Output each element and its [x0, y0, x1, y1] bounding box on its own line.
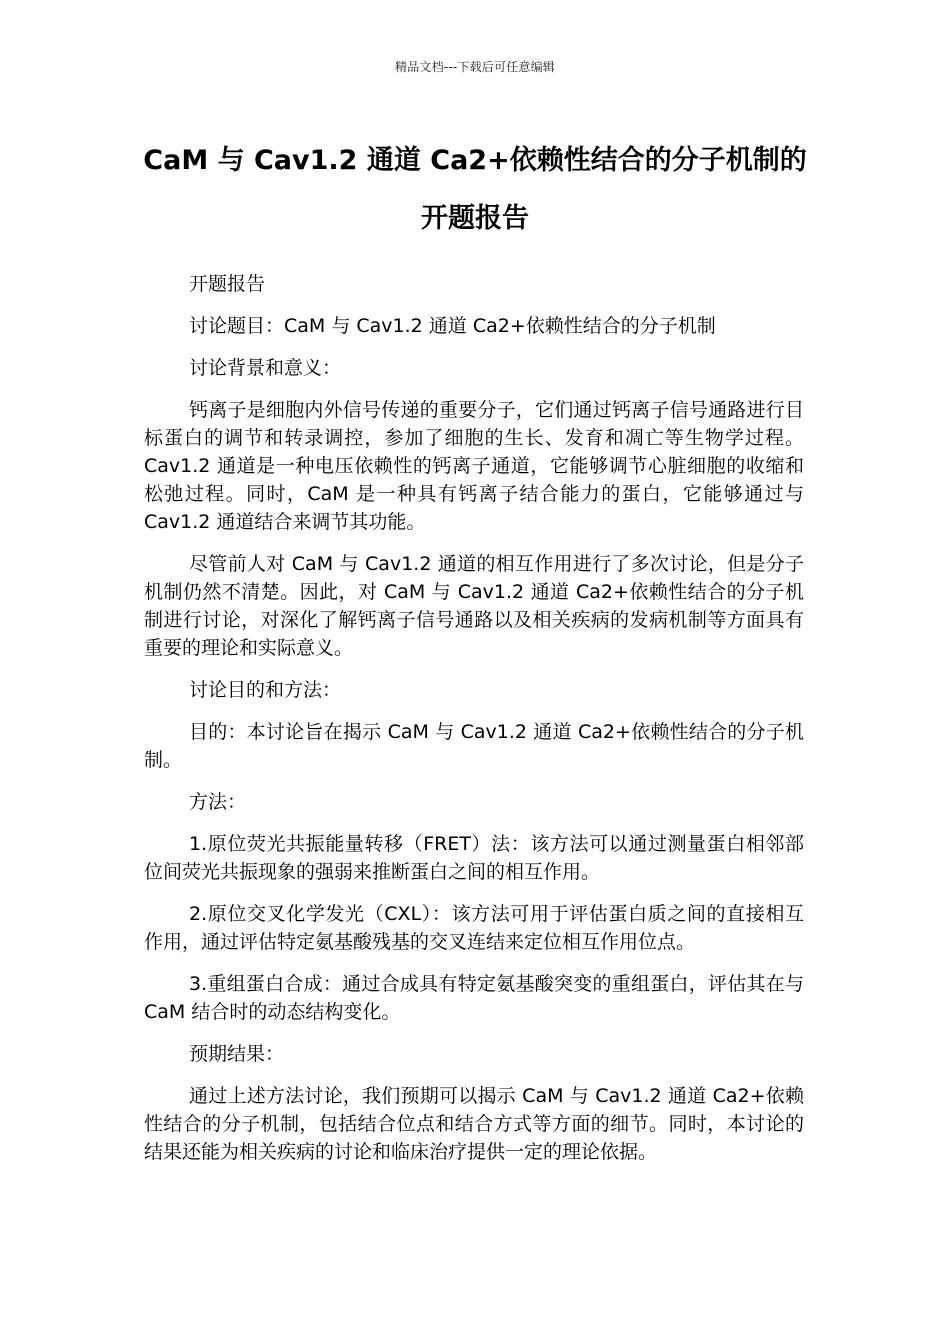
title-line-2: 开题报告 — [421, 203, 529, 234]
heading-purpose-methods: 讨论目的和方法： — [189, 679, 342, 701]
paragraph-section-label: 开题报告 — [189, 273, 266, 295]
document-title — [120, 132, 830, 248]
title-line-1: CaM 与 Cav1.2 通道 Ca2+依赖性结合的分子机制的 — [143, 145, 807, 176]
paragraph-method-2: 2.原位交叉化学发光（CXL）：该方法可用于评估蛋白质之间的直接相互作用，通过评估特定氨基酸残基的交叉连结来定位相互作用位点。 — [144, 903, 804, 953]
document-body — [144, 270, 804, 1180]
heading-expected-results: 预期结果： — [189, 1043, 285, 1065]
paragraph-expected-results: 通过上述方法讨论，我们预期可以揭示 CaM 与 Cav1.2 通道 Ca2+依赖性结合的分子机制，包括结合位点和结合方式等方面的细节。同时，本讨论的结果还能为相关疾病的讨论和临床治疗提供一定的理论依据。 — [144, 1085, 804, 1163]
paragraph-background-2: 尽管前人对 CaM 与 Cav1.2 通道的相互作用进行了多次讨论，但是分子机制仍然不清楚。因此，对 CaM 与 Cav1.2 通道 Ca2+依赖性结合的分子机制进行讨论，对深化了解钙离子信号通路以及相关疾病的发病机制等方面具有重要的理论和实际意义。 — [144, 553, 804, 659]
paragraph-background-1: 钙离子是细胞内外信号传递的重要分子，它们通过钙离子信号通路进行目标蛋白的调节和转录调控，参加了细胞的生长、发育和凋亡等生物学过程。Cav1.2 通道是一种电压依赖性的钙离子通道，它能够调节心脏细胞的收缩和松弛过程。同时，CaM 是一种具有钙离子结合能力的蛋白，它能够通过与 Cav1.2 通道结合来调节其功能。 — [144, 399, 804, 533]
paragraph-topic: 讨论题目：CaM 与 Cav1.2 通道 Ca2+依赖性结合的分子机制 — [189, 315, 716, 337]
paragraph-purpose: 目的：本讨论旨在揭示 CaM 与 Cav1.2 通道 Ca2+依赖性结合的分子机制。 — [144, 721, 804, 771]
header-note: 精品文档---下载后可任意编辑 — [395, 60, 555, 74]
paragraph-method-3: 3.重组蛋白合成：通过合成具有特定氨基酸突变的重组蛋白，评估其在与 CaM 结合时的动态结构变化。 — [144, 973, 804, 1023]
heading-background: 讨论背景和意义： — [189, 357, 342, 379]
heading-methods: 方法： — [189, 791, 247, 813]
paragraph-method-1: 1.原位荧光共振能量转移（FRET）法：该方法可以通过测量蛋白相邻部位间荧光共振现象的强弱来推断蛋白之间的相互作用。 — [144, 833, 804, 883]
